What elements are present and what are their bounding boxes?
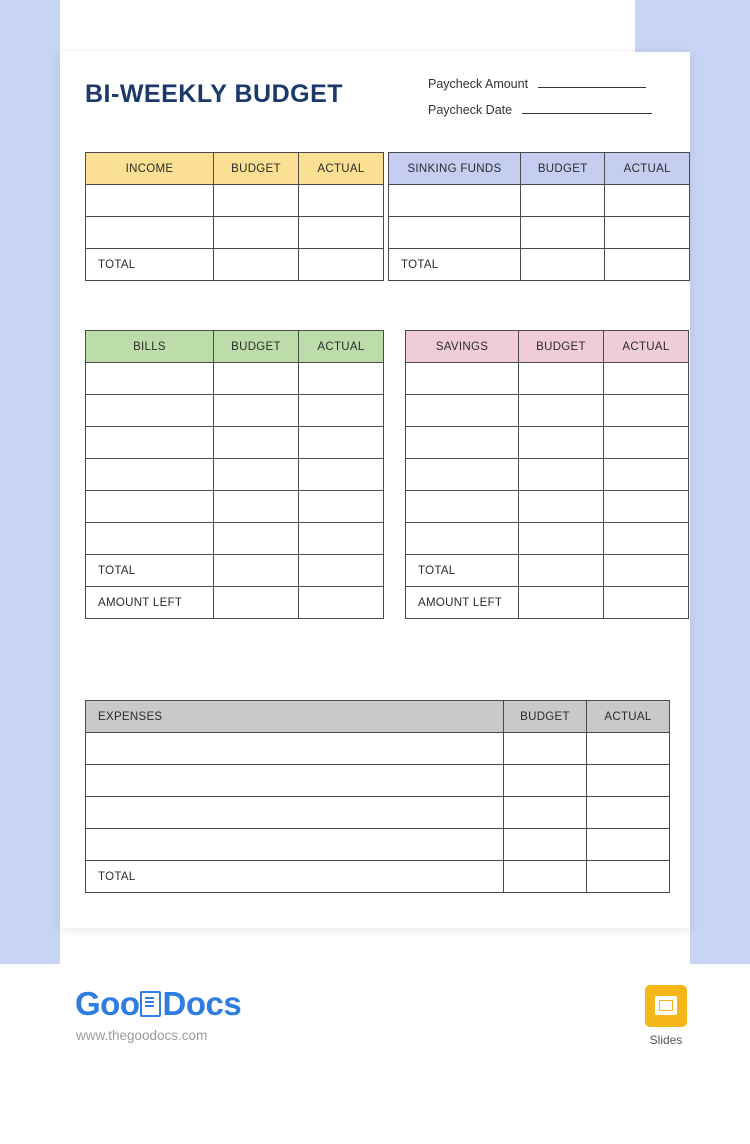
- bills-budget-cell[interactable]: [214, 523, 299, 555]
- expenses-total-actual-cell[interactable]: [587, 861, 670, 893]
- income-table: [85, 152, 384, 281]
- income-budget-cell[interactable]: [214, 185, 299, 217]
- savings-amount-left-actual-cell[interactable]: [604, 587, 689, 619]
- table-header-row: [86, 331, 384, 363]
- bills-amount-left-actual-cell[interactable]: [299, 587, 384, 619]
- expenses-budget-header: BUDGET: [504, 701, 587, 733]
- savings-name-cell[interactable]: [406, 459, 519, 491]
- bills-budget-header: BUDGET: [214, 331, 299, 363]
- table-header-row: [86, 701, 670, 733]
- income-budget-header: BUDGET: [214, 153, 299, 185]
- income-actual-header: ACTUAL: [299, 153, 384, 185]
- expenses-budget-cell[interactable]: [504, 765, 587, 797]
- table-row[interactable]: [86, 459, 384, 491]
- bills-table: [85, 330, 384, 619]
- paycheck-amount-input-line[interactable]: [538, 87, 646, 88]
- table-header-row: [86, 153, 384, 185]
- bills-actual-cell[interactable]: [299, 491, 384, 523]
- slides-label: Slides: [649, 1033, 683, 1047]
- bills-name-cell[interactable]: [86, 459, 214, 491]
- expenses-name-cell[interactable]: [86, 733, 504, 765]
- savings-name-cell[interactable]: [406, 363, 519, 395]
- expenses-actual-cell[interactable]: [587, 733, 670, 765]
- bills-budget-cell[interactable]: [214, 363, 299, 395]
- expenses-actual-header: ACTUAL: [587, 701, 670, 733]
- sinking-funds-actual-cell[interactable]: [605, 217, 690, 249]
- sinking-funds-total-budget-cell[interactable]: [520, 249, 605, 281]
- savings-actual-cell[interactable]: [604, 523, 689, 555]
- savings-actual-cell[interactable]: [604, 459, 689, 491]
- sinking-funds-table: [388, 152, 690, 281]
- table-header-row: [406, 331, 689, 363]
- sinking-funds-total-actual-cell[interactable]: [605, 249, 690, 281]
- expenses-budget-cell[interactable]: [504, 797, 587, 829]
- paycheck-date-field[interactable]: [428, 103, 652, 117]
- bills-budget-cell[interactable]: [214, 491, 299, 523]
- bills-budget-cell[interactable]: [214, 427, 299, 459]
- paycheck-date-input-line[interactable]: [522, 113, 652, 114]
- sinking-funds-name-cell[interactable]: [389, 217, 521, 249]
- bills-amount-left-label: AMOUNT LEFT: [86, 587, 214, 619]
- paycheck-amount-field[interactable]: [428, 77, 646, 91]
- bills-total-label: TOTAL: [86, 555, 214, 587]
- sinking-funds-total-label: TOTAL: [389, 249, 521, 281]
- paycheck-amount-label: Paycheck Amount: [428, 77, 529, 91]
- bills-actual-cell[interactable]: [299, 459, 384, 491]
- document-sheet: [60, 52, 690, 928]
- slides-icon-inner: [655, 996, 677, 1015]
- bills-actual-cell[interactable]: [299, 395, 384, 427]
- income-total-budget-cell[interactable]: [214, 249, 299, 281]
- table-row[interactable]: [406, 491, 689, 523]
- table-total-row[interactable]: [86, 249, 384, 281]
- page-title: BI-WEEKLY BUDGET: [85, 80, 344, 108]
- expenses-table: [85, 700, 670, 893]
- savings-total-label: TOTAL: [406, 555, 519, 587]
- savings-budget-header: BUDGET: [519, 331, 604, 363]
- savings-table: [405, 330, 689, 619]
- income-total-actual-cell[interactable]: [299, 249, 384, 281]
- expenses-name-cell[interactable]: [86, 797, 504, 829]
- table-row[interactable]: [86, 765, 670, 797]
- goodocs-logo[interactable]: [75, 985, 241, 1023]
- table-total-row[interactable]: [406, 555, 689, 587]
- savings-budget-cell[interactable]: [519, 427, 604, 459]
- table-header-row: [389, 153, 690, 185]
- table-row[interactable]: [406, 427, 689, 459]
- table-row[interactable]: [86, 217, 384, 249]
- savings-header-label: SAVINGS: [406, 331, 519, 363]
- savings-name-cell[interactable]: [406, 427, 519, 459]
- table-row[interactable]: [406, 523, 689, 555]
- sinking-funds-name-cell[interactable]: [389, 185, 521, 217]
- sinking-funds-header-label: SINKING FUNDS: [389, 153, 521, 185]
- table-row[interactable]: [389, 185, 690, 217]
- table-row[interactable]: [86, 523, 384, 555]
- slides-icon: [645, 985, 687, 1027]
- table-row[interactable]: [86, 363, 384, 395]
- bills-name-cell[interactable]: [86, 395, 214, 427]
- sinking-funds-budget-header: BUDGET: [520, 153, 605, 185]
- bills-actual-cell[interactable]: [299, 363, 384, 395]
- savings-name-cell[interactable]: [406, 395, 519, 427]
- bills-header-label: BILLS: [86, 331, 214, 363]
- table-row[interactable]: [86, 395, 384, 427]
- expenses-actual-cell[interactable]: [587, 765, 670, 797]
- table-row[interactable]: [86, 797, 670, 829]
- sinking-funds-actual-header: ACTUAL: [605, 153, 690, 185]
- sinking-funds-budget-cell[interactable]: [520, 217, 605, 249]
- savings-name-cell[interactable]: [406, 491, 519, 523]
- table-amount-left-row[interactable]: [86, 587, 384, 619]
- bills-actual-cell[interactable]: [299, 523, 384, 555]
- bills-amount-left-budget-cell[interactable]: [214, 587, 299, 619]
- table-row[interactable]: [86, 733, 670, 765]
- bills-actual-header: ACTUAL: [299, 331, 384, 363]
- savings-budget-cell[interactable]: [519, 523, 604, 555]
- savings-actual-header: ACTUAL: [604, 331, 689, 363]
- savings-total-actual-cell[interactable]: [604, 555, 689, 587]
- bills-total-budget-cell[interactable]: [214, 555, 299, 587]
- logo-text-docs: Docs: [162, 985, 242, 1022]
- income-header-label: INCOME: [86, 153, 214, 185]
- bills-actual-cell[interactable]: [299, 427, 384, 459]
- bills-name-cell[interactable]: [86, 491, 214, 523]
- sinking-funds-actual-cell[interactable]: [605, 185, 690, 217]
- logo-text-goo: Goo: [75, 985, 140, 1022]
- savings-amount-left-label: AMOUNT LEFT: [406, 587, 519, 619]
- savings-budget-cell[interactable]: [519, 395, 604, 427]
- income-name-cell[interactable]: [86, 217, 214, 249]
- table-row[interactable]: [406, 363, 689, 395]
- table-row[interactable]: [389, 217, 690, 249]
- table-total-row[interactable]: [86, 555, 384, 587]
- table-row[interactable]: [406, 395, 689, 427]
- bills-name-cell[interactable]: [86, 523, 214, 555]
- expenses-name-cell[interactable]: [86, 765, 504, 797]
- page-footer: [0, 975, 750, 1105]
- savings-name-cell[interactable]: [406, 523, 519, 555]
- document-header: [60, 52, 690, 132]
- savings-budget-cell[interactable]: [519, 363, 604, 395]
- table-amount-left-row[interactable]: [406, 587, 689, 619]
- bills-budget-cell[interactable]: [214, 459, 299, 491]
- income-budget-cell[interactable]: [214, 217, 299, 249]
- expenses-budget-cell[interactable]: [504, 733, 587, 765]
- income-total-label: TOTAL: [86, 249, 214, 281]
- savings-amount-left-budget-cell[interactable]: [519, 587, 604, 619]
- table-row[interactable]: [86, 491, 384, 523]
- savings-actual-cell[interactable]: [604, 395, 689, 427]
- bills-total-actual-cell[interactable]: [299, 555, 384, 587]
- bills-name-cell[interactable]: [86, 363, 214, 395]
- savings-budget-cell[interactable]: [519, 491, 604, 523]
- bills-name-cell[interactable]: [86, 427, 214, 459]
- expenses-total-label: TOTAL: [86, 861, 504, 893]
- expenses-actual-cell[interactable]: [587, 797, 670, 829]
- savings-actual-cell[interactable]: [604, 491, 689, 523]
- website-url[interactable]: www.thegoodocs.com: [76, 1028, 208, 1043]
- table-row[interactable]: [86, 185, 384, 217]
- savings-budget-cell[interactable]: [519, 459, 604, 491]
- expenses-header-label: EXPENSES: [86, 701, 504, 733]
- paycheck-date-label: Paycheck Date: [428, 103, 513, 117]
- table-row[interactable]: [86, 427, 384, 459]
- table-row[interactable]: [86, 829, 670, 861]
- expenses-budget-cell[interactable]: [504, 829, 587, 861]
- income-name-cell[interactable]: [86, 185, 214, 217]
- sinking-funds-budget-cell[interactable]: [520, 185, 605, 217]
- bills-budget-cell[interactable]: [214, 395, 299, 427]
- table-total-row[interactable]: [86, 861, 670, 893]
- income-actual-cell[interactable]: [299, 185, 384, 217]
- expenses-total-budget-cell[interactable]: [504, 861, 587, 893]
- expenses-name-cell[interactable]: [86, 829, 504, 861]
- savings-actual-cell[interactable]: [604, 427, 689, 459]
- income-actual-cell[interactable]: [299, 217, 384, 249]
- savings-actual-cell[interactable]: [604, 363, 689, 395]
- table-row[interactable]: [406, 459, 689, 491]
- document-icon: [140, 991, 161, 1017]
- expenses-actual-cell[interactable]: [587, 829, 670, 861]
- savings-total-budget-cell[interactable]: [519, 555, 604, 587]
- table-total-row[interactable]: [389, 249, 690, 281]
